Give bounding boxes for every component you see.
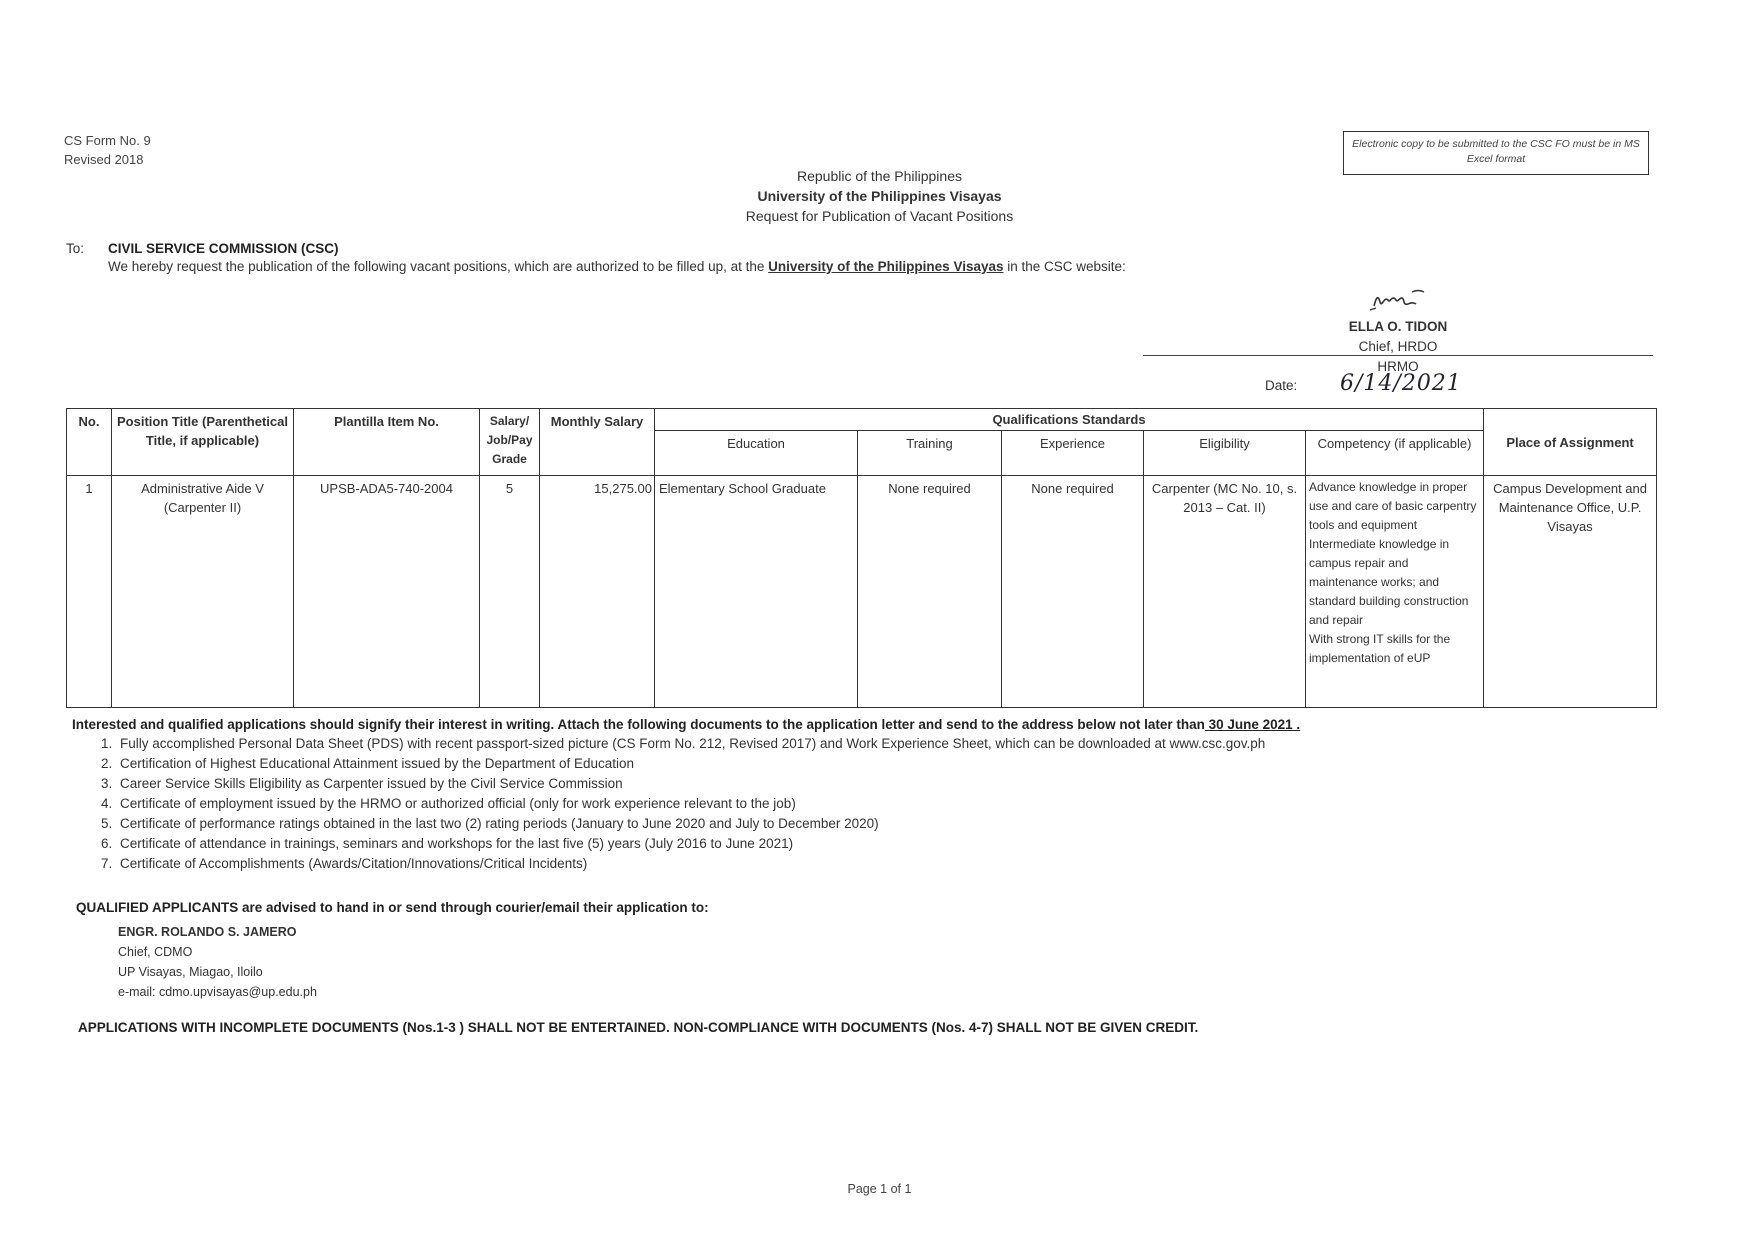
contact-title: Chief, CDMO (118, 945, 193, 959)
contact-intro: QUALIFIED APPLICANTS are advised to hand in or send through courier/email their application to: (76, 900, 709, 915)
header-qualifications: Qualifications Standards (655, 409, 1484, 431)
row-plantilla: UPSB-ADA5-740-2004 (294, 476, 480, 708)
form-revised: Revised 2018 (64, 152, 144, 167)
table-row (67, 476, 1657, 708)
document-header (0, 166, 1759, 226)
list-item: 4. Certificate of employment issued by the HRMO or authorized official (only for work experience relevant to the job) (116, 794, 1265, 814)
republic-line: Republic of the Philippines (797, 168, 962, 184)
form-number: CS Form No. 9 (64, 133, 151, 148)
row-salary: 15,275.00 (540, 476, 655, 708)
request-statement (108, 259, 1126, 274)
header-eligibility: Eligibility (1144, 431, 1306, 476)
row-training: None required (858, 476, 1002, 708)
header-no: No. (67, 409, 112, 476)
list-item: 2. Certification of Highest Educational Attainment issued by the Department of Education (116, 754, 1265, 774)
header-experience: Experience (1002, 431, 1144, 476)
addressee-name: CIVIL SERVICE COMMISSION (CSC) (108, 241, 339, 256)
header-monthly-salary: Monthly Salary (540, 409, 655, 476)
header-competency: Competency (if applicable) (1306, 431, 1484, 476)
table-header-row (67, 409, 1657, 431)
row-place: Campus Development and Maintenance Office, U.P. Visayas (1484, 476, 1657, 708)
list-item: 3. Career Service Skills Eligibility as Carpenter issued by the Civil Service Commission (116, 774, 1265, 794)
required-documents-list (80, 734, 1265, 874)
compliance-warning: APPLICATIONS WITH INCOMPLETE DOCUMENTS (Nos.1-3 ) SHALL NOT BE ENTERTAINED. NON-COMPLIANCE WITH DOCUMENTS (Nos. 4-7) SHALL NOT BE GIVEN CREDIT. (78, 1020, 1199, 1035)
instructions-intro: Interested and qualified applications should signify their interest in writing. Attach the following documents to the application letter and send to the address below not later than (72, 717, 1205, 732)
contact-email: e-mail: cdmo.upvisayas@up.edu.ph (118, 985, 317, 999)
header-salary-grade: Salary/ Job/Pay Grade (480, 409, 540, 476)
handwritten-signature (1366, 280, 1430, 314)
signature-line (1143, 355, 1653, 356)
row-grade: 5 (480, 476, 540, 708)
contact-name: ENGR. ROLANDO S. JAMERO (118, 925, 297, 939)
header-place: Place of Assignment (1484, 409, 1657, 476)
row-education: Elementary School Graduate (655, 476, 858, 708)
vacant-positions-table (66, 408, 1657, 708)
request-prefix: We hereby request the publication of the following vacant positions, which are authorized to be filled up, at the (108, 259, 769, 274)
competency-item: Advance knowledge in proper use and care of basic carpentry tools and equipment (1309, 480, 1477, 532)
header-education: Education (655, 431, 858, 476)
form-number-block (64, 131, 151, 169)
handwritten-date: 6/14/2021 (1340, 371, 1462, 396)
row-experience: None required (1002, 476, 1144, 708)
page-number: Page 1 of 1 (847, 1182, 912, 1196)
row-no: 1 (67, 476, 112, 708)
to-label: To: (66, 241, 85, 256)
row-competency (1306, 476, 1484, 708)
list-item: 7. Certificate of Accomplishments (Awards/Citation/Innovations/Critical Incidents) (116, 854, 1265, 874)
contact-address-block (118, 922, 317, 1002)
competency-item: With strong IT skills for the implementation of eUP (1309, 632, 1451, 665)
signatory-title: Chief, HRDO (1358, 339, 1438, 354)
university-name: University of the Philippines Visayas (757, 188, 1002, 204)
competency-item: Intermediate knowledge in campus repair and maintenance works; and standard building construction and repair (1309, 537, 1469, 627)
signatory-block (1143, 317, 1653, 357)
header-plantilla: Plantilla Item No. (294, 409, 480, 476)
document-title: Request for Publication of Vacant Positions (745, 208, 1014, 224)
header-position-title: Position Title (Parenthetical Title, if applicable) (112, 409, 294, 476)
application-instructions (72, 717, 1300, 732)
row-eligibility: Carpenter (MC No. 10, s. 2013 – Cat. II) (1144, 476, 1306, 708)
header-training: Training (858, 431, 1002, 476)
date-label: Date: (1265, 378, 1298, 393)
request-agency: University of the Philippines Visayas (768, 259, 1004, 274)
list-item: 5. Certificate of performance ratings obtained in the last two (2) rating periods (January to June 2020 and July to December 2020) (116, 814, 1265, 834)
signatory-name: ELLA O. TIDON (1348, 319, 1448, 334)
list-item: 1. Fully accomplished Personal Data Sheet (PDS) with recent passport-sized picture (CS Form No. 212, Revised 2017) and Work Experience Sheet, which can be downloaded at www.csc.gov.ph (116, 734, 1265, 754)
electronic-copy-note: Electronic copy to be submitted to the CSC FO must be in MS Excel format (1343, 131, 1649, 175)
request-suffix: in the CSC website: (1003, 259, 1126, 274)
list-item: 6. Certificate of attendance in trainings, seminars and workshops for the last five (5) years (July 2016 to June 2021) (116, 834, 1265, 854)
signatory-office: HRMO (1377, 359, 1419, 374)
row-position: Administrative Aide V (Carpenter II) (112, 476, 294, 708)
application-deadline: 30 June 2021 . (1204, 717, 1301, 732)
contact-address: UP Visayas, Miagao, Iloilo (118, 965, 263, 979)
